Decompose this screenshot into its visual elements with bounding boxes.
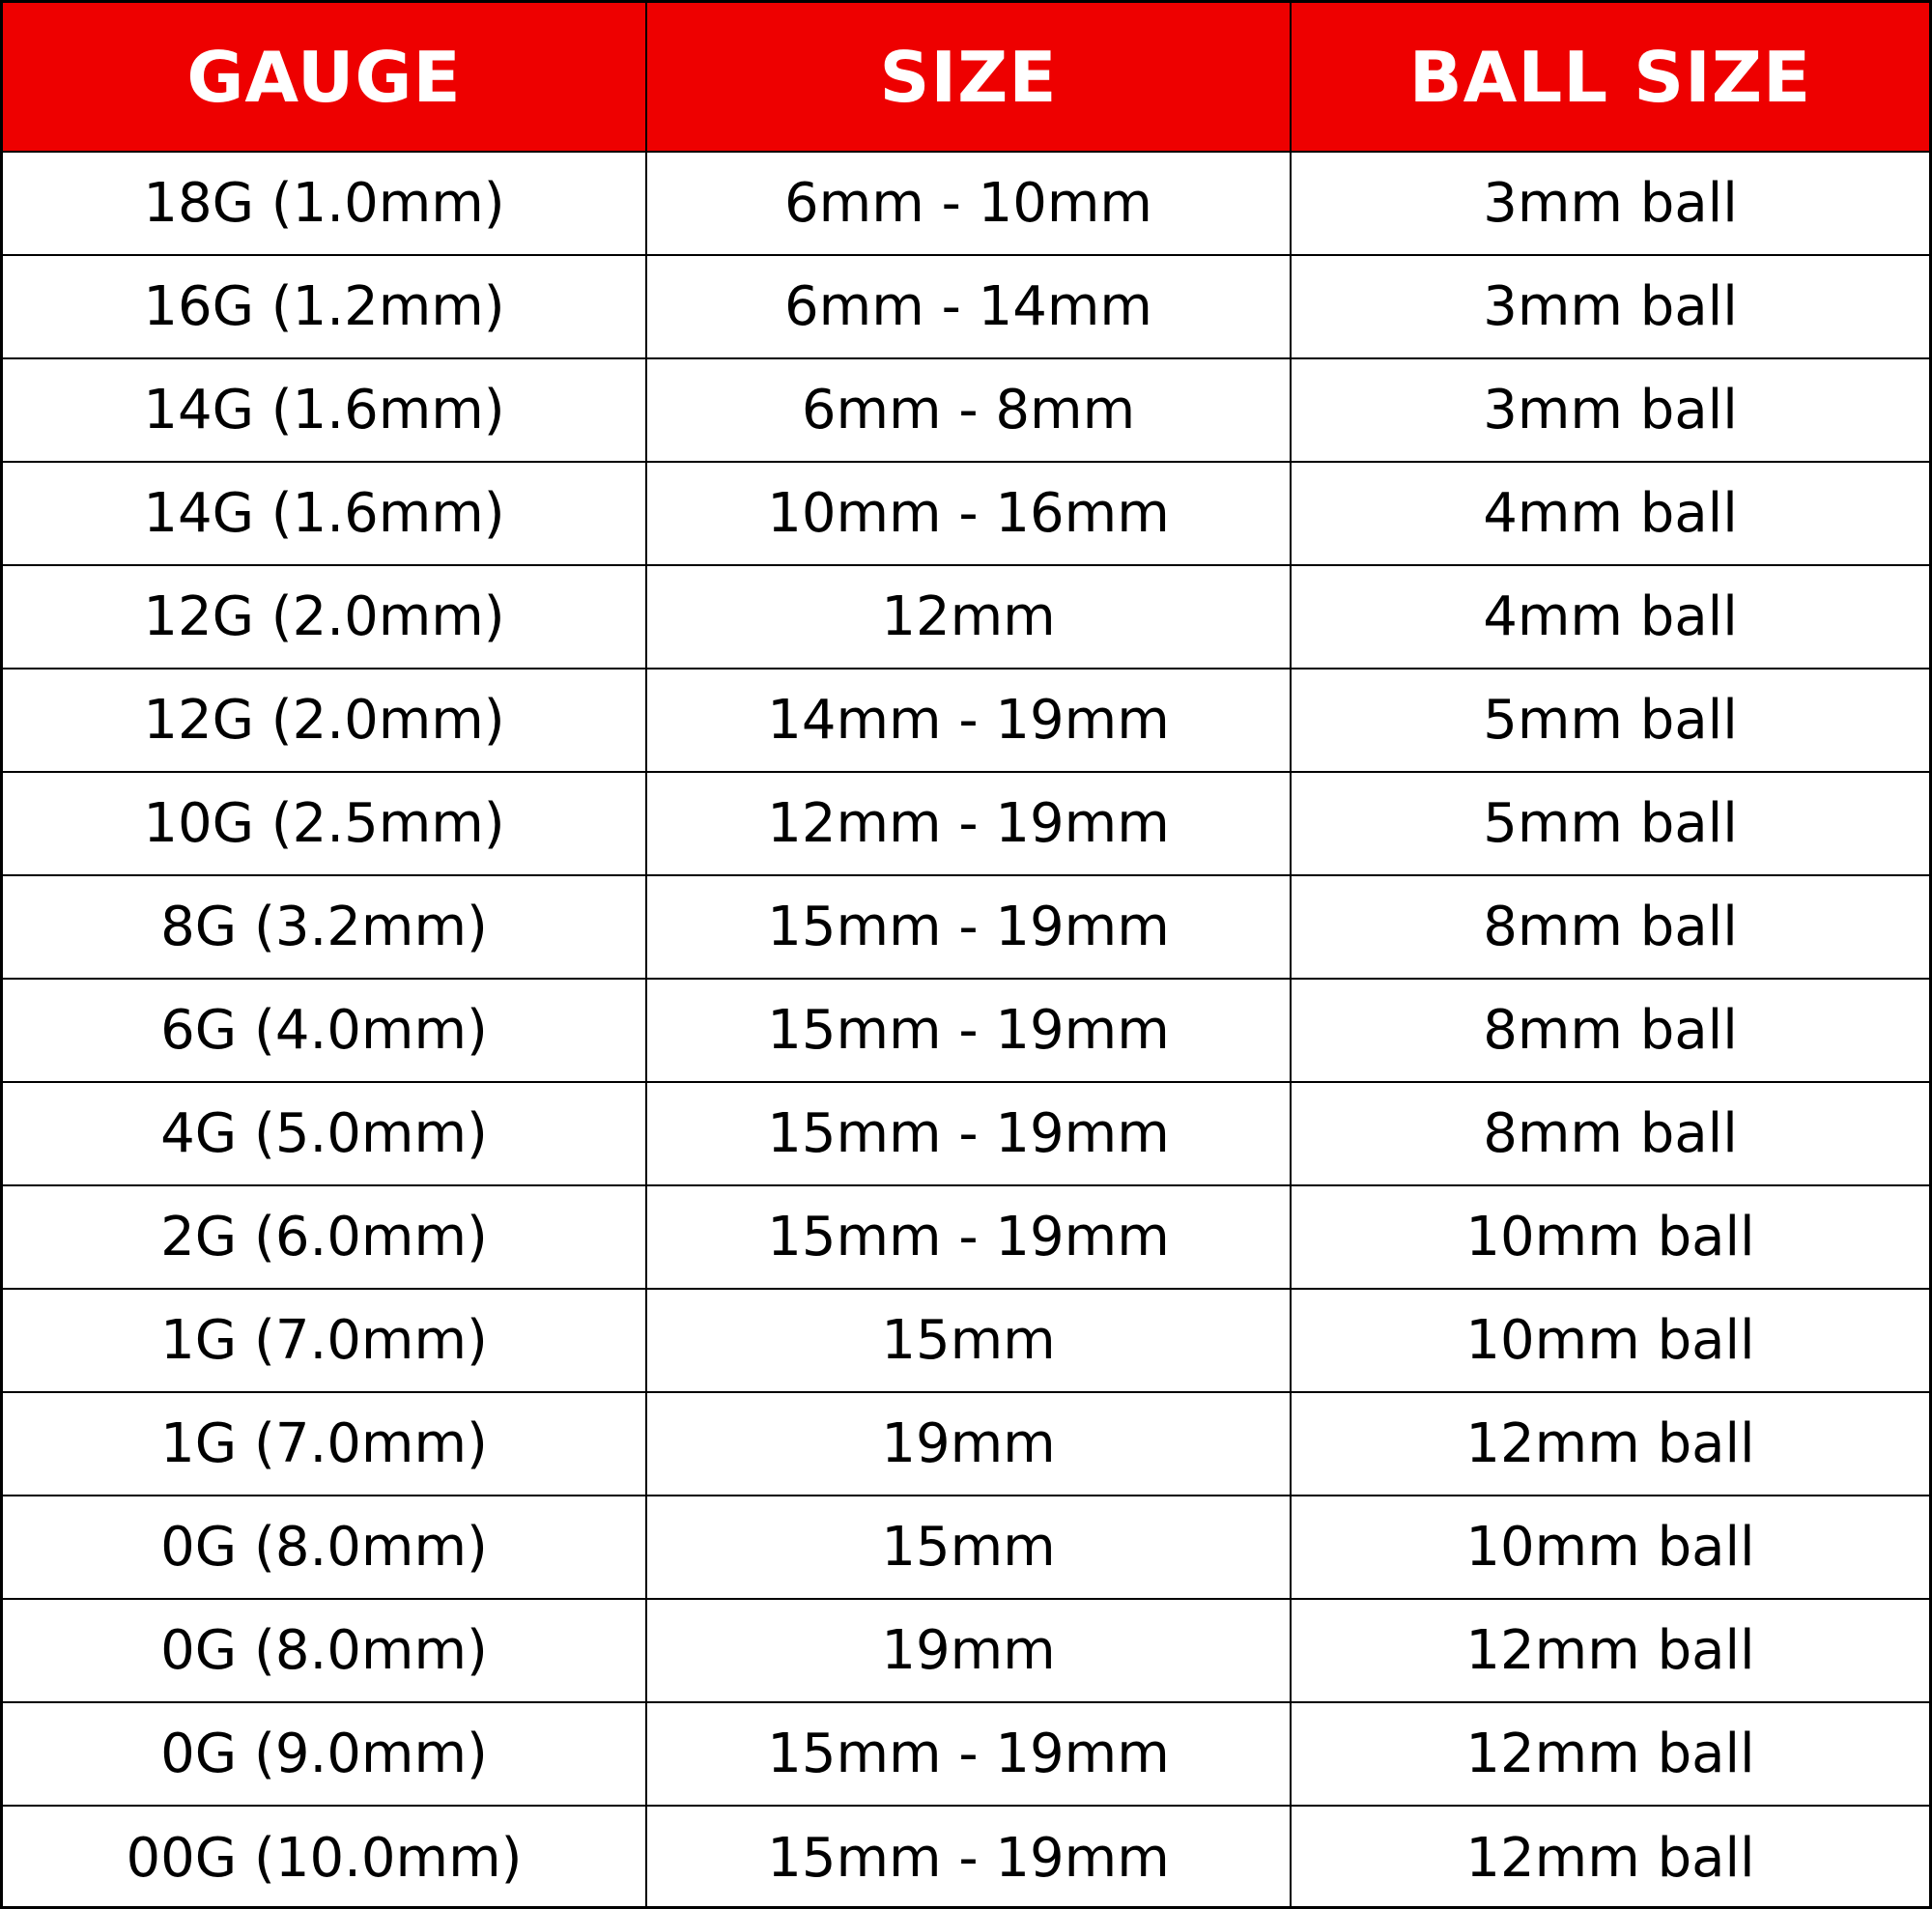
table-row xyxy=(3,152,1929,255)
table-row xyxy=(3,1082,1929,1185)
cell-gauge: 0G (9.0mm) xyxy=(3,1702,646,1806)
cell-ball-size: 3mm ball xyxy=(1291,255,1929,358)
cell-ball-size: 8mm ball xyxy=(1291,1082,1929,1185)
cell-size: 19mm xyxy=(646,1392,1291,1496)
cell-gauge: 00G (10.0mm) xyxy=(3,1806,646,1909)
cell-ball-size: 10mm ball xyxy=(1291,1185,1929,1289)
gauge-size-table xyxy=(3,3,1929,1909)
table-row xyxy=(3,255,1929,358)
table-row xyxy=(3,358,1929,462)
table-body xyxy=(3,152,1929,1909)
cell-size: 14mm - 19mm xyxy=(646,669,1291,772)
cell-ball-size: 8mm ball xyxy=(1291,875,1929,979)
cell-ball-size: 12mm ball xyxy=(1291,1392,1929,1496)
table-row xyxy=(3,1289,1929,1392)
cell-size: 6mm - 10mm xyxy=(646,152,1291,255)
cell-ball-size: 3mm ball xyxy=(1291,358,1929,462)
cell-ball-size: 12mm ball xyxy=(1291,1599,1929,1702)
header-ball-size: BALL SIZE xyxy=(1291,3,1929,152)
cell-size: 15mm xyxy=(646,1289,1291,1392)
cell-size: 6mm - 8mm xyxy=(646,358,1291,462)
cell-size: 15mm - 19mm xyxy=(646,1082,1291,1185)
cell-size: 12mm - 19mm xyxy=(646,772,1291,875)
table-row xyxy=(3,669,1929,772)
cell-gauge: 8G (3.2mm) xyxy=(3,875,646,979)
cell-ball-size: 10mm ball xyxy=(1291,1289,1929,1392)
cell-ball-size: 12mm ball xyxy=(1291,1702,1929,1806)
cell-gauge: 4G (5.0mm) xyxy=(3,1082,646,1185)
table-row xyxy=(3,1599,1929,1702)
cell-ball-size: 10mm ball xyxy=(1291,1496,1929,1599)
cell-ball-size: 5mm ball xyxy=(1291,772,1929,875)
table-row xyxy=(3,875,1929,979)
table-header xyxy=(3,3,1929,152)
cell-ball-size: 3mm ball xyxy=(1291,152,1929,255)
cell-size: 15mm - 19mm xyxy=(646,979,1291,1082)
cell-size: 19mm xyxy=(646,1599,1291,1702)
cell-size: 15mm xyxy=(646,1496,1291,1599)
header-gauge: GAUGE xyxy=(3,3,646,152)
table-row xyxy=(3,1496,1929,1599)
cell-ball-size: 4mm ball xyxy=(1291,462,1929,565)
cell-gauge: 12G (2.0mm) xyxy=(3,669,646,772)
table-row xyxy=(3,565,1929,669)
cell-ball-size: 4mm ball xyxy=(1291,565,1929,669)
table-row xyxy=(3,1185,1929,1289)
cell-ball-size: 8mm ball xyxy=(1291,979,1929,1082)
cell-gauge: 14G (1.6mm) xyxy=(3,358,646,462)
cell-ball-size: 12mm ball xyxy=(1291,1806,1929,1909)
cell-ball-size: 5mm ball xyxy=(1291,669,1929,772)
cell-gauge: 16G (1.2mm) xyxy=(3,255,646,358)
cell-gauge: 0G (8.0mm) xyxy=(3,1599,646,1702)
cell-size: 15mm - 19mm xyxy=(646,1185,1291,1289)
cell-gauge: 1G (7.0mm) xyxy=(3,1289,646,1392)
cell-gauge: 10G (2.5mm) xyxy=(3,772,646,875)
cell-gauge: 6G (4.0mm) xyxy=(3,979,646,1082)
header-size: SIZE xyxy=(646,3,1291,152)
cell-size: 15mm - 19mm xyxy=(646,1702,1291,1806)
table-row xyxy=(3,772,1929,875)
table-row xyxy=(3,462,1929,565)
cell-size: 15mm - 19mm xyxy=(646,1806,1291,1909)
cell-size: 15mm - 19mm xyxy=(646,875,1291,979)
table-row xyxy=(3,979,1929,1082)
cell-size: 12mm xyxy=(646,565,1291,669)
cell-gauge: 18G (1.0mm) xyxy=(3,152,646,255)
table-row xyxy=(3,1702,1929,1806)
table-row xyxy=(3,1806,1929,1909)
cell-gauge: 12G (2.0mm) xyxy=(3,565,646,669)
cell-gauge: 14G (1.6mm) xyxy=(3,462,646,565)
cell-gauge: 1G (7.0mm) xyxy=(3,1392,646,1496)
cell-size: 10mm - 16mm xyxy=(646,462,1291,565)
cell-gauge: 0G (8.0mm) xyxy=(3,1496,646,1599)
cell-size: 6mm - 14mm xyxy=(646,255,1291,358)
header-row xyxy=(3,3,1929,152)
table-row xyxy=(3,1392,1929,1496)
cell-gauge: 2G (6.0mm) xyxy=(3,1185,646,1289)
